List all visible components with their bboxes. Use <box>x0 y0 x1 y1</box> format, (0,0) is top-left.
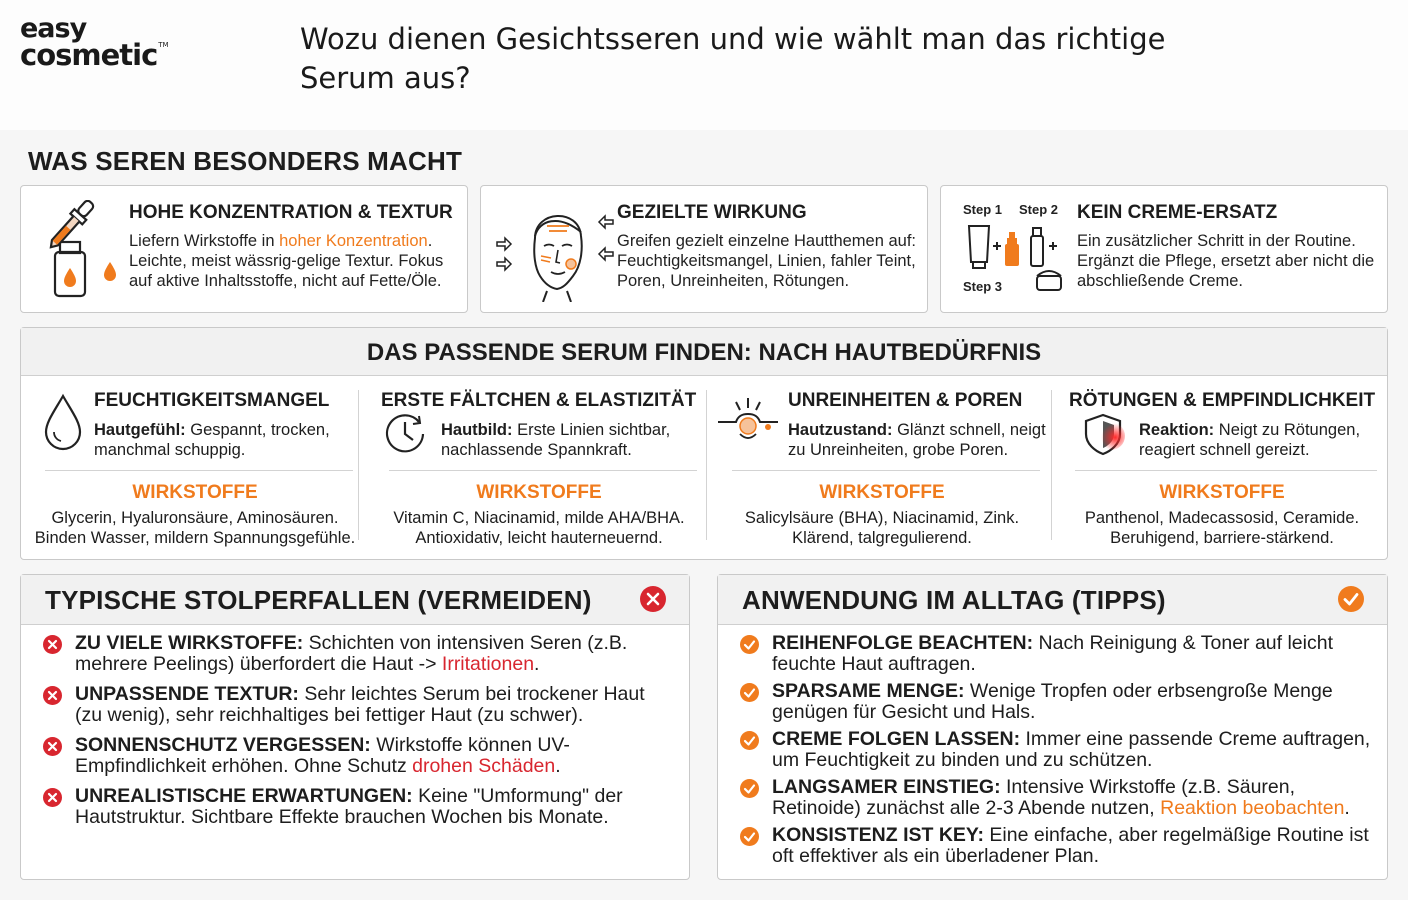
x-circle-icon <box>43 686 62 705</box>
page-title: Wozu dienen Gesichtsseren und wie wählt man das richtige Serum aus? <box>300 22 1166 95</box>
tips-panel <box>717 574 1388 880</box>
check-circle-icon <box>740 731 759 750</box>
need-desc: Hautbild: Erste Linien sichtbar, nachlassende Spannkraft. <box>441 421 671 459</box>
brand-line2: cosmetic™ <box>20 37 169 72</box>
skin-needs-panel <box>20 327 1388 560</box>
clock-icon <box>383 412 427 456</box>
card-title: GEZIELTE WIRKUNG <box>617 202 807 223</box>
pitfalls-panel <box>20 574 690 880</box>
need-column-moisture <box>29 388 361 553</box>
step-label: Step 3 <box>963 279 1003 294</box>
wirkstoffe-label: WIRKSTOFFE <box>476 482 602 503</box>
pitfall-item: UNREALISTISCHE ERWARTUNGEN: Keine "Umformung" der Hautstruktur. Sichtbare Effekte brauchen Wochen bis Monate. <box>43 786 675 828</box>
need-column-pores <box>716 388 1048 553</box>
divider <box>389 470 697 471</box>
intro-card-targeted <box>480 185 928 313</box>
need-title: FEUCHTIGKEITSMANGEL <box>94 390 330 411</box>
brand-logo[interactable] <box>20 13 169 72</box>
need-column-wrinkles <box>373 388 705 553</box>
wirkstoffe-text: Salicylsäure (BHA), Niacinamid, Zink. Klärend, talgregulierend. <box>744 509 1020 547</box>
check-circle-icon <box>740 683 759 702</box>
card-title: KEIN CREME-ERSATZ <box>1077 202 1278 223</box>
wirkstoffe-label: WIRKSTOFFE <box>1159 482 1285 503</box>
wirkstoffe-text: Vitamin C, Niacinamid, milde AHA/BHA. Antioxidativ, leicht hauterneuernd. <box>393 509 685 547</box>
need-title: ERSTE FÄLTCHEN & ELASTIZITÄT <box>381 390 697 411</box>
need-desc: Hautgefühl: Gespannt, trocken, manchmal schuppig. <box>94 421 330 459</box>
brand-line1: easy <box>20 13 87 44</box>
step-label: Step 1 <box>963 202 1003 217</box>
wirkstoffe-label: WIRKSTOFFE <box>819 482 945 503</box>
card-text: Greifen gezielt einzelne Hautthemen auf: Feuchtigkeitsmangel, Linien, fahler Teint, Poren, Unreinheiten, Rötungen. <box>617 232 917 290</box>
tip-item: REIHENFOLGE BEACHTEN: Nach Reinigung & Toner auf leicht feuchte Haut auftragen. <box>740 633 1373 675</box>
intro-heading: WAS SEREN BESONDERS MACHT <box>28 146 463 176</box>
card-text: Liefern Wirkstoffe in hoher Konzentration. Leichte, meist wässrig-gelige Textur. Fokus auf aktive Inhaltsstoffe, nicht auf Fette/Öle. <box>129 232 444 290</box>
wirkstoffe-text: Panthenol, Madecassosid, Ceramide. Beruhigend, barriere-stärkend. <box>1084 509 1360 547</box>
column-divider <box>1051 390 1052 540</box>
water-drop-icon <box>41 392 85 452</box>
divider <box>45 470 353 471</box>
check-circle-icon <box>740 635 759 654</box>
pitfall-item: UNPASSENDE TEXTUR: Sehr leichtes Serum bei trockener Haut (zu wenig), sehr reichhaltiges bei fettiger Haut (zu schwer). <box>43 684 675 726</box>
tip-item: SPARSAME MENGE: Wenige Tropfen oder erbsengroße Menge genügen für Gesicht und Hals. <box>740 681 1373 723</box>
face-target-icon <box>495 198 615 302</box>
pore-icon <box>716 396 780 444</box>
need-desc: Hautzustand: Glänzt schnell, neigt zu Unreinheiten, grobe Poren. <box>788 421 1046 459</box>
tip-item: LANGSAMER EINSTIEG: Intensive Wirkstoffe (z.B. Säuren, Retinoide) zunächst alle 2-3 Abende nutzen, Reaktion beobachten. <box>740 777 1373 819</box>
trademark: TM <box>158 40 169 49</box>
card-text: Ein zusätzlicher Schritt in der Routine. Ergänzt die Pflege, ersetzt aber nicht die abschließende Creme. <box>1077 232 1375 290</box>
need-title: RÖTUNGEN & EMPFINDLICHKEIT <box>1069 390 1376 411</box>
x-circle-icon <box>43 635 62 654</box>
intro-card-no-cream-replacement <box>940 185 1388 313</box>
x-circle-icon <box>43 737 62 756</box>
need-title: UNREINHEITEN & POREN <box>788 390 1023 411</box>
column-divider <box>706 390 707 540</box>
step-label: Step 2 <box>1019 202 1059 217</box>
need-column-redness <box>1059 388 1385 553</box>
tip-item: CREME FOLGEN LASSEN: Immer eine passende Creme auftragen, um Feuchtigkeit zu binden und zu schützen. <box>740 729 1373 771</box>
pitfall-item: ZU VIELE WIRKSTOFFE: Schichten von intensiven Seren (z.B. mehrere Peelings) überfordert die Haut -> Irritationen. <box>43 633 675 675</box>
tips-heading: ANWENDUNG IM ALLTAG (TIPPS) <box>742 585 1166 615</box>
wirkstoffe-label: WIRKSTOFFE <box>132 482 258 503</box>
tip-item: KONSISTENZ IST KEY: Eine einfache, aber regelmäßige Routine ist oft effektiver als ein überladener Plan. <box>740 825 1373 867</box>
need-desc: Reaktion: Neigt zu Rötungen, reagiert schnell gereizt. <box>1139 421 1361 459</box>
page-header <box>0 0 1408 130</box>
intro-card-concentration <box>20 185 468 313</box>
check-circle-icon <box>740 779 759 798</box>
check-circle-icon <box>740 827 759 846</box>
dropper-bottle-icon <box>49 200 139 300</box>
routine-steps-icon <box>961 220 1071 300</box>
divider <box>732 470 1040 471</box>
pitfalls-heading: TYPISCHE STOLPERFALLEN (VERMEIDEN) <box>45 585 592 615</box>
check-circle-icon <box>1337 585 1365 613</box>
column-divider <box>358 390 359 540</box>
card-title: HOHE KONZENTRATION & TEXTUR <box>129 202 453 223</box>
wirkstoffe-text: Glycerin, Hyaluronsäure, Aminosäuren. Binden Wasser, mildern Spannungsgefühle. <box>34 509 356 547</box>
x-circle-icon <box>639 585 667 613</box>
divider <box>1075 470 1377 471</box>
pitfall-item: SONNENSCHUTZ VERGESSEN: Wirkstoffe können UV-Empfindlichkeit erhöhen. Ohne Schutz drohen Schäden. <box>43 735 675 777</box>
needs-heading: DAS PASSENDE SERUM FINDEN: NACH HAUTBEDÜRFNIS <box>21 328 1387 376</box>
shield-icon <box>1081 412 1125 456</box>
x-circle-icon <box>43 788 62 807</box>
